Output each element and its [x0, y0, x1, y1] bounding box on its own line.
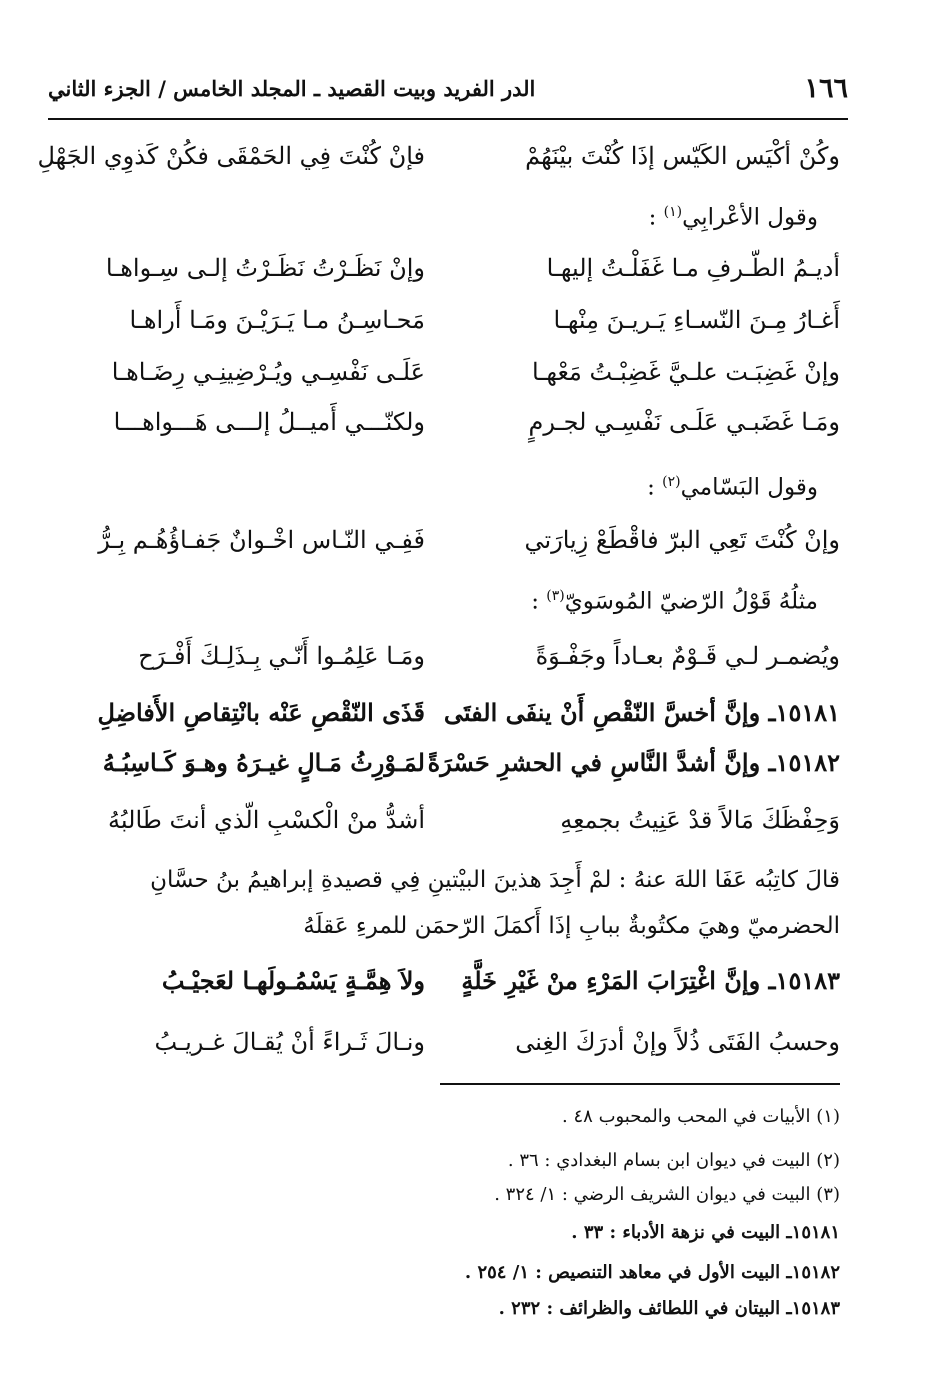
verse-line	[80, 634, 840, 678]
verse-second-hemistich: ومَـا عَلِمُـوا أَنّـي بِـذَلِـكَ أَفْـرَح	[138, 642, 425, 670]
verse-first-hemistich: أَغـارُ مِـنَ النّسـاءِ يَـريـنَ مِنْهـا	[553, 306, 840, 334]
verse-second-hemistich: لمَـوْرِثُ مَـالٍ غيـرَهُ وهـوَ كَـاسِبُـهُ	[102, 747, 425, 777]
footnote: (٣) البيت في ديوان الشريف الرضي : ١/ ٣٢٤ .	[494, 1184, 840, 1205]
verse-line	[80, 246, 840, 290]
page-number: ١٦٦	[804, 72, 848, 104]
verse-second-hemistich: ونـالَ ثَـراءً أنْ يُقـالَ غـريـبُ	[154, 1028, 425, 1056]
verse-line	[80, 1020, 840, 1064]
header-divider	[48, 118, 848, 120]
numbered-verse-15183	[80, 958, 840, 1002]
footnote: (٢) البيت في ديوان ابن بسام البغدادي : ٣٦ .	[507, 1150, 840, 1171]
page-header	[48, 68, 848, 108]
verse-line	[80, 518, 840, 562]
verse-first-hemistich: ويُضمـر لـي قَـوْمٌ بعـاداً وجَفْـوَةً	[535, 642, 840, 670]
footnote: ١٥١٨١ـ البيت في نزهة الأدباء : ٣٣ .	[571, 1222, 840, 1243]
verse-line	[80, 400, 840, 444]
author-note-line: قالَ كاتِبُه عَفَا اللهَ عنهُ : لمْ أَجِدَ هذينَ البيْتينِ فِي قصيدةِ إبراهيمُ بنُ حسَّانِ	[150, 867, 840, 893]
quote-introduction: وقول الأعْرابِي$^{(١)}$ :	[648, 204, 818, 231]
running-title: الدر الفريد وبيت القصيد ـ المجلد الخامس / الجزء الثاني	[48, 75, 536, 101]
verse-first-hemistich: وحسبُ الفَتَى ذُلاً وإنْ أدرَكَ الغِنى	[515, 1028, 840, 1056]
footnote-ref: (١)	[663, 204, 683, 220]
numbered-verse-15181	[80, 690, 840, 734]
verse-first-hemistich: وكُنْ أكْيَس الكَيّس إذَا كُنْتَ بيْنَهُمْ	[525, 142, 840, 170]
footnote-ref: (٢)	[662, 474, 681, 490]
verse-second-hemistich: أشدُّ منْ الْكسْبِ الّذي أنتَ طَالبُهُ	[108, 806, 425, 834]
verse-line	[80, 350, 840, 394]
verse-first-hemistich: ومَـا غَضَبـي عَلَـى نَفْسِـي لجـرمٍ	[528, 408, 840, 436]
verse-second-hemistich: وإنْ نَظَـرْتُ نَظَـرْتُ إلـى سِـواهـا	[105, 254, 425, 282]
verse-second-hemistich: فَفِـي النّـاس اخْـوانٌ جَفـاؤُهُـم بِـرُّ	[98, 526, 425, 554]
footnote: ١٥١٨٣ـ البيتان في اللطائف والظرائف : ٢٣٢ .	[498, 1298, 840, 1319]
verse-line	[80, 298, 840, 342]
verse-second-hemistich: ولكنّـــي أَميــلُ إلـــى هَـــواهـــا	[113, 408, 425, 436]
verse-line	[80, 798, 840, 842]
verse-line	[37, 134, 840, 178]
verse-second-hemistich: عَلَـى نَفْسِـي ويُـرْضِينِـي رِضَـاهـا	[111, 358, 425, 386]
verse-first-hemistich: ١٥١٨٢ـ وإنَّ أشدَّ النَّاسِ في الحشرِ حَسْرَةً	[427, 747, 840, 777]
quote-introduction: مثلُهُ قَوْلُ الرّضيّ المُوسَويّ$^{(٣)}$ :	[531, 588, 818, 615]
footnote: ١٥١٨٢ـ البيت الأول في معاهد التنصيص : ١/ ٢٥٤ .	[464, 1262, 840, 1283]
verse-first-hemistich: وإنْ كُنْتَ تَعِي البرّ فاقْطَعْ زِيارَتي	[524, 526, 840, 554]
verse-first-hemistich: أديـمُ الطّـرفِ مـا غَفَلْـتُ إليهـا	[546, 254, 840, 282]
verse-first-hemistich: ١٥١٨٣ـ وإنَّ اغْتِرَابَ المَرْءِ منْ غَيْرِ خَلَّةٍ	[461, 965, 840, 995]
verse-first-hemistich: ١٥١٨١ـ وإنَّ أخسَّ النّقْصِ أَنْ ينفَى الفتَى	[443, 697, 840, 727]
footnote-ref: (٣)	[546, 588, 565, 604]
verse-second-hemistich: مَحـاسِـنُ مـا يَـرَيْـنَ ومَـا أَراهـا	[129, 306, 425, 334]
footnote: (١) الأبيات في المحب والمحبوب ٤٨ .	[562, 1106, 840, 1127]
footnote-divider	[440, 1083, 840, 1085]
verse-second-hemistich: قَذَى النّقْصِ عَنْه بانْتِقاصِ الأَفاضِلِ	[97, 697, 425, 727]
verse-first-hemistich: وإنْ غَضِبَـت علـيَّ غَضِبْـتُ مَعْهـا	[532, 358, 840, 386]
author-note-line: الحضرميّ وهيَ مكتُوبةٌ ببابِ إذَا أَكمَلَ الرّحمَن للمرءِ عَقلَهُ	[303, 913, 840, 939]
numbered-verse-15182	[80, 740, 840, 784]
verse-second-hemistich: ولاَ هِمَّـةٍ يَسْمُـولَهـا لعَجيْـبُ	[161, 965, 425, 995]
verse-second-hemistich: فإنْ كُنْتَ فِي الحَمْقَى فكُنْ كَذوِي الجَهْلِ	[37, 142, 425, 170]
verse-first-hemistich: وَحِفْظَكَ مَالاً قدْ عَنِيتُ بجمعِهِ	[560, 806, 840, 834]
quote-introduction: وقول البَسّامي$^{(٢)}$ :	[647, 474, 818, 501]
